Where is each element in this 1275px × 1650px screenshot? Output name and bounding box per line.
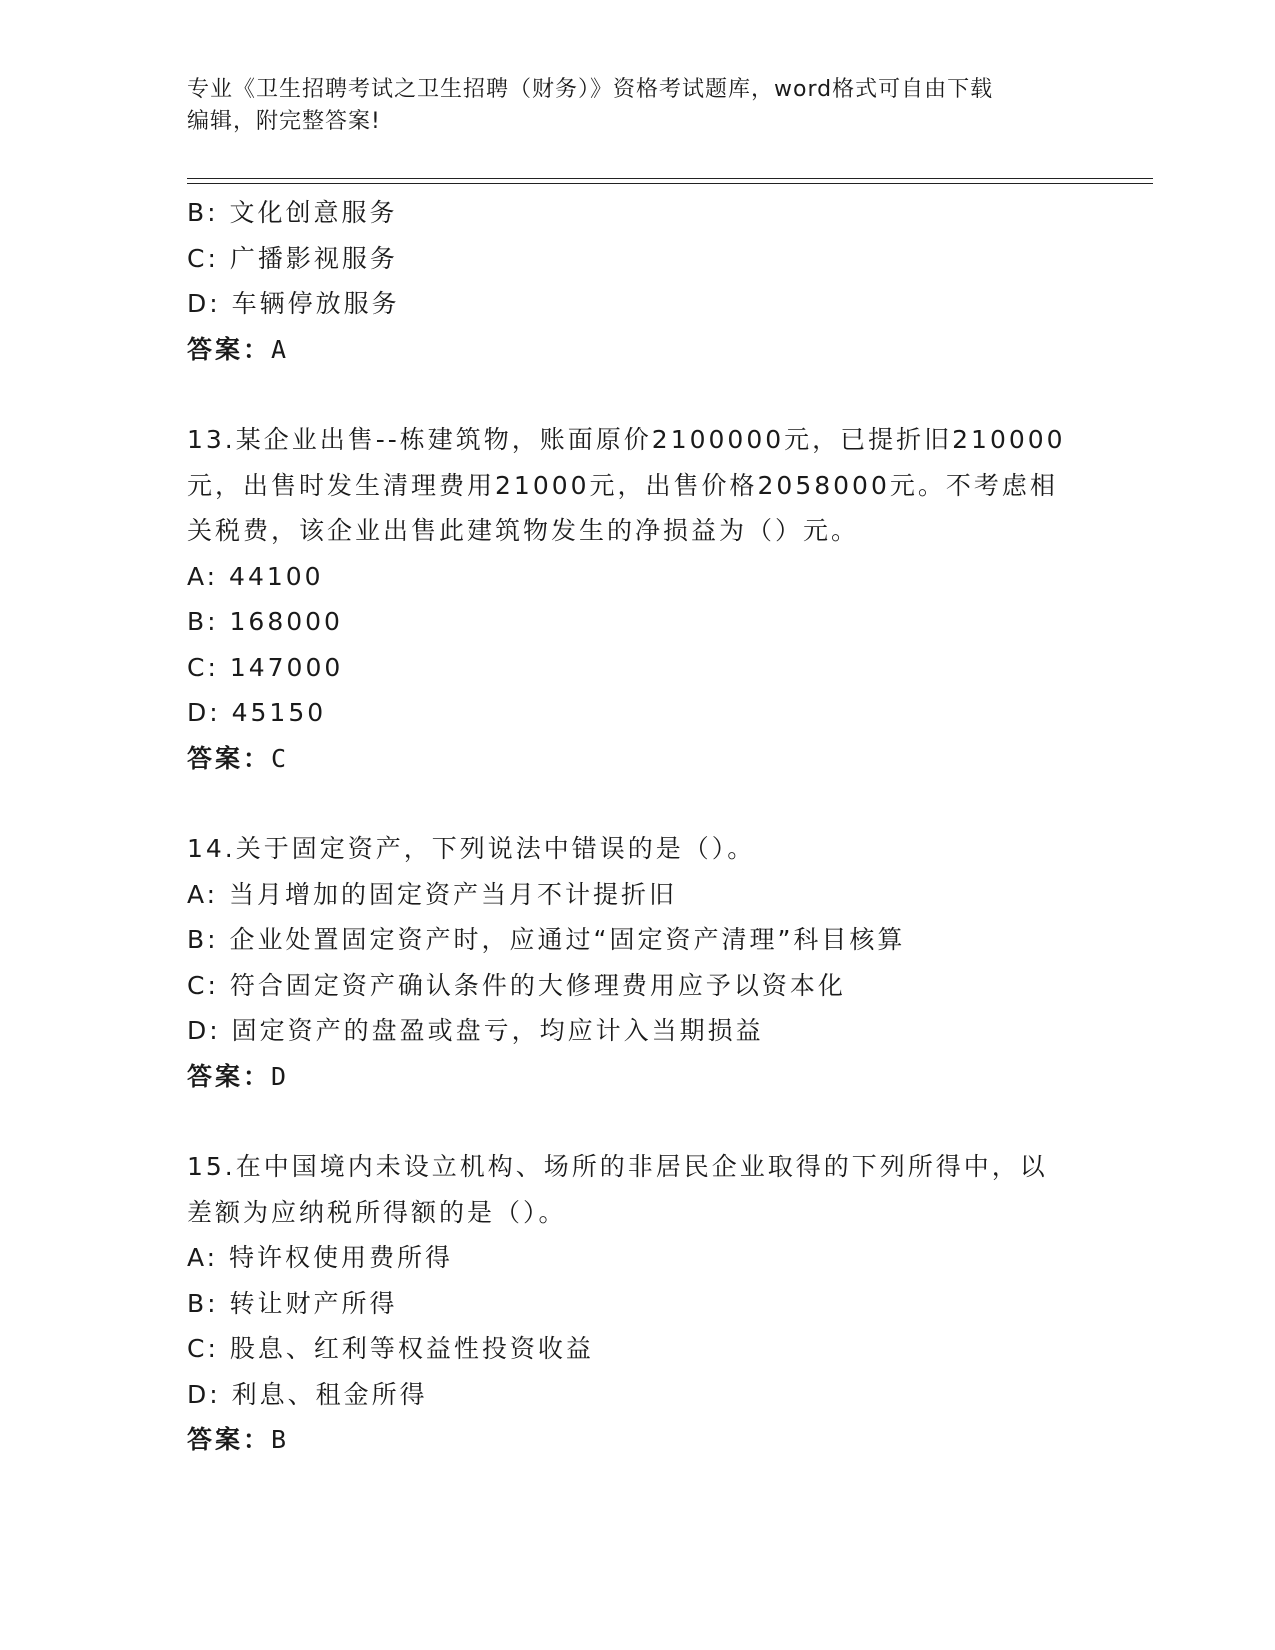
question-list <box>187 190 1087 1463</box>
question-stem-line: 差额为应纳税所得额的是（）。 <box>187 1197 567 1227</box>
option-c: C: 符合固定资产确认条件的大修理费用应予以资本化 <box>187 970 846 1000</box>
option-b: B: 168000 <box>187 607 343 636</box>
question-stem-line: 13.某企业出售--栋建筑物，账面原价2100000元，已提折旧210000 <box>187 425 1066 454</box>
option-c: C: 147000 <box>187 652 344 682</box>
answer-value: B <box>271 1425 290 1454</box>
option-b: B: 转让财产所得 <box>187 1288 398 1318</box>
answer-line <box>187 327 1087 373</box>
answer-value: D <box>271 1061 290 1091</box>
question-stem-line: 15.在中国境内未设立机构、场所的非居民企业取得的下列所得中，以 <box>187 1152 1048 1181</box>
option-c: C: 广播影视服务 <box>187 243 398 273</box>
option-a: A: 44100 <box>187 561 324 591</box>
option-d: D: 利息、租金所得 <box>187 1379 428 1409</box>
spacer <box>187 1099 1087 1144</box>
question-12 <box>187 190 1087 372</box>
document-header <box>187 74 1087 138</box>
question-stem-line: 元，出售时发生清理费用21000元，出售价格2058000元。不考虑相 <box>187 470 1058 500</box>
answer-label: 答案： <box>187 743 272 773</box>
option-d: D: 固定资产的盘盈或盘亏，均应计入当期损益 <box>187 1016 764 1045</box>
answer-line <box>187 1054 1087 1100</box>
option-d: D: 45150 <box>187 698 327 727</box>
question-15 <box>187 1144 1087 1463</box>
question-13 <box>187 417 1087 781</box>
answer-line <box>187 736 1087 782</box>
answer-value: A <box>271 334 290 364</box>
answer-value: C <box>271 743 290 773</box>
header-title-line-1: 专业《卫生招聘考试之卫生招聘（财务）》资格考试题库，word格式可自由下载 <box>187 77 994 102</box>
question-stem-line: 14.关于固定资产，下列说法中错误的是（）。 <box>187 834 756 863</box>
option-a: A: 当月增加的固定资产当月不计提折旧 <box>187 879 678 909</box>
answer-label: 答案： <box>187 1425 272 1454</box>
answer-line <box>187 1417 1087 1463</box>
option-b: B: 文化创意服务 <box>187 198 398 227</box>
option-a: A: 特许权使用费所得 <box>187 1243 454 1272</box>
option-d: D: 车辆停放服务 <box>187 289 400 318</box>
spacer <box>187 372 1087 417</box>
question-stem-line: 关税费，该企业出售此建筑物发生的净损益为（）元。 <box>187 516 860 545</box>
header-divider <box>187 178 1153 184</box>
question-14 <box>187 826 1087 1099</box>
option-c: C: 股息、红利等权益性投资收益 <box>187 1334 594 1363</box>
answer-label: 答案： <box>187 1061 272 1091</box>
header-title-line-2: 编辑，附完整答案! <box>187 109 381 134</box>
option-b: B: 企业处置固定资产时，应通过“固定资产清理”科目核算 <box>187 925 906 954</box>
answer-label: 答案： <box>187 334 272 364</box>
spacer <box>187 781 1087 826</box>
